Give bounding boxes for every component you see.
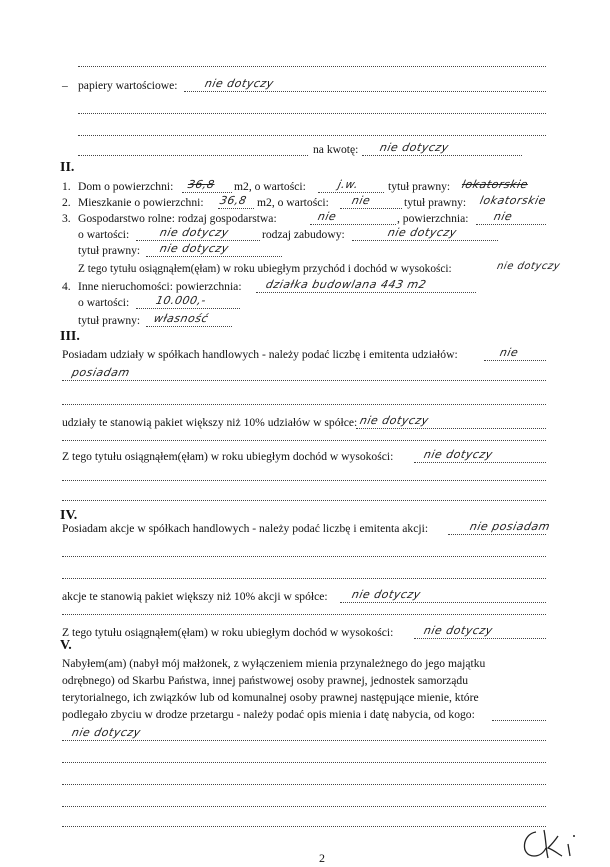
list-number: 3.	[62, 212, 71, 225]
kwota-value: nie dotyczy	[378, 141, 451, 154]
gospodarstwo-tytul-value: nie dotyczy	[158, 242, 231, 255]
dom-tytul-label: tytuł prawny:	[388, 180, 451, 193]
dotted-line	[340, 208, 402, 209]
dotted-line	[146, 326, 232, 327]
dotted-line	[78, 113, 546, 114]
dotted-line	[62, 380, 546, 381]
akcje-label: Posiadam akcje w spółkach handlowych - należy podać liczbę i emitenta akcji:	[62, 522, 429, 535]
dotted-line	[352, 240, 498, 241]
papiery-label: papiery wartościowe:	[78, 79, 178, 92]
gospodarstwo-label: Gospodarstwo rolne: rodzaj gospodarstwa:	[78, 212, 277, 225]
gospodarstwo-pow-value: nie	[492, 210, 514, 223]
dotted-line	[136, 240, 260, 241]
dotted-line	[62, 556, 546, 557]
akcje-value: nie posiadam	[468, 520, 552, 533]
mieszkanie-value: nie	[350, 194, 372, 207]
udzialy-dochod-label: Z tego tytułu osiągnąłem(ęłam) w roku ubiegłym dochód w wysokości:	[62, 450, 394, 463]
list-number: 4.	[62, 280, 71, 293]
akcje-pakiet-value: nie dotyczy	[350, 588, 423, 601]
gospodarstwo-dochod-value: nie dotyczy	[495, 261, 562, 272]
dotted-line	[62, 404, 546, 405]
dotted-line	[414, 638, 546, 639]
udzialy-dochod-value: nie dotyczy	[422, 448, 495, 461]
akcje-pakiet-label: akcje te stanowią pakiet większy niż 10% akcji w spółce:	[62, 590, 328, 603]
inne-label: Inne nieruchomości: powierzchnia:	[78, 280, 242, 293]
dotted-line	[318, 192, 384, 193]
mieszkanie-label: Mieszkanie o powierzchni:	[78, 196, 204, 209]
section-v-heading: V.	[60, 638, 72, 653]
inne-pow-value: działka budowlana 443 m2	[264, 278, 428, 291]
dotted-line	[362, 155, 522, 156]
section-iii-heading: III.	[60, 329, 80, 344]
dom-tytul-value: lokatorskie	[460, 178, 530, 191]
gospodarstwo-pow-label: , powierzchnia:	[397, 212, 469, 225]
dotted-line	[356, 428, 546, 429]
bullet-dash: –	[62, 79, 68, 92]
dotted-line	[310, 224, 396, 225]
dotted-line	[448, 534, 546, 535]
mieszkanie-area: 36,8	[218, 194, 248, 207]
dotted-line	[182, 192, 232, 193]
dotted-line	[62, 740, 546, 741]
mieszkanie-m2-label: m2, o wartości:	[257, 196, 329, 209]
dotted-line	[78, 135, 546, 136]
signature-initials	[514, 826, 584, 864]
dotted-line	[62, 480, 546, 481]
dotted-line	[78, 155, 308, 156]
inne-wartosc-label: o wartości:	[78, 296, 130, 309]
gospodarstwo-wartosc-label: o wartości:	[78, 228, 130, 241]
page-number: 2	[319, 851, 325, 865]
gospodarstwo-zabudowa-label: rodzaj zabudowy:	[262, 228, 345, 241]
dotted-line	[184, 91, 546, 92]
dotted-line	[414, 462, 546, 463]
gospodarstwo-dochod-label: Z tego tytułu osiągnąłem(ęłam) w roku ubiegłym przychód i dochód w wysokości:	[78, 263, 452, 275]
dotted-line	[476, 224, 546, 225]
gospodarstwo-wartosc-value: nie dotyczy	[158, 226, 231, 239]
dom-label: Dom o powierzchni:	[78, 180, 174, 193]
dotted-line	[484, 360, 546, 361]
dom-area: 36,8	[186, 178, 216, 191]
section-v-value: nie dotyczy	[70, 726, 143, 739]
dotted-line	[62, 440, 546, 441]
akcje-dochod-value: nie dotyczy	[422, 624, 495, 637]
dotted-line	[340, 602, 546, 603]
dotted-line	[492, 720, 546, 721]
section-v-line-2: odrębnego) od Skarbu Państwa, innej państwowej osoby prawnej, jednostek samorządu	[62, 674, 469, 687]
gospodarstwo-rodzaj-value: nie	[316, 210, 338, 223]
dotted-line	[62, 806, 546, 807]
inne-wartosc-value: 10.000,-	[154, 294, 208, 307]
papiery-value: nie dotyczy	[203, 77, 276, 90]
dotted-line	[62, 826, 546, 827]
inne-tytul-value: własność	[152, 312, 210, 325]
akcje-dochod-label: Z tego tytułu osiągnąłem(ęłam) w roku ubiegłym dochód w wysokości:	[62, 626, 394, 639]
udzialy-pakiet-label: udziały te stanowią pakiet większy niż 10% udziałów w spółce:	[62, 416, 358, 429]
gospodarstwo-zabudowa-value: nie dotyczy	[386, 226, 459, 239]
dotted-line	[218, 208, 254, 209]
section-v-line-1: Nabyłem(am) (nabył mój małżonek, z wyłączeniem mienia przynależnego do jego majątku	[62, 657, 486, 670]
section-v-line-4: podlegało zbyciu w drodze przetargu - należy podać opis mienia i datę nabycia, od kogo:	[62, 708, 475, 721]
dotted-line	[62, 614, 546, 615]
dotted-line	[62, 762, 546, 763]
udzialy-label: Posiadam udziały w spółkach handlowych - należy podać liczbę i emitenta udziałów:	[62, 348, 458, 361]
udzialy-value-1: nie	[498, 346, 520, 359]
udzialy-pakiet-value: nie dotyczy	[358, 414, 431, 427]
dotted-line	[78, 66, 546, 67]
dom-value: j.w.	[336, 178, 360, 191]
dotted-line	[146, 256, 282, 257]
gospodarstwo-tytul-label: tytuł prawny:	[78, 244, 141, 257]
udzialy-value-2: posiadam	[70, 366, 132, 379]
section-ii-heading: II.	[60, 160, 75, 175]
list-number: 1.	[62, 180, 71, 193]
list-number: 2.	[62, 196, 71, 209]
dotted-line	[136, 308, 240, 309]
dom-m2-label: m2, o wartości:	[234, 180, 306, 193]
inne-tytul-label: tytuł prawny:	[78, 314, 141, 327]
dotted-line	[62, 784, 546, 785]
mieszkanie-tytul-value: lokatorskie	[478, 194, 548, 207]
section-iv-heading: IV.	[60, 508, 78, 523]
kwota-label: na kwotę:	[313, 143, 359, 156]
mieszkanie-tytul-label: tytuł prawny:	[404, 196, 467, 209]
dotted-line	[62, 578, 546, 579]
dotted-line	[256, 292, 476, 293]
dotted-line	[62, 500, 546, 501]
section-v-line-3: terytorialnego, ich związków lub od komunalnej osoby prawnej następujące mienie, które	[62, 691, 479, 704]
